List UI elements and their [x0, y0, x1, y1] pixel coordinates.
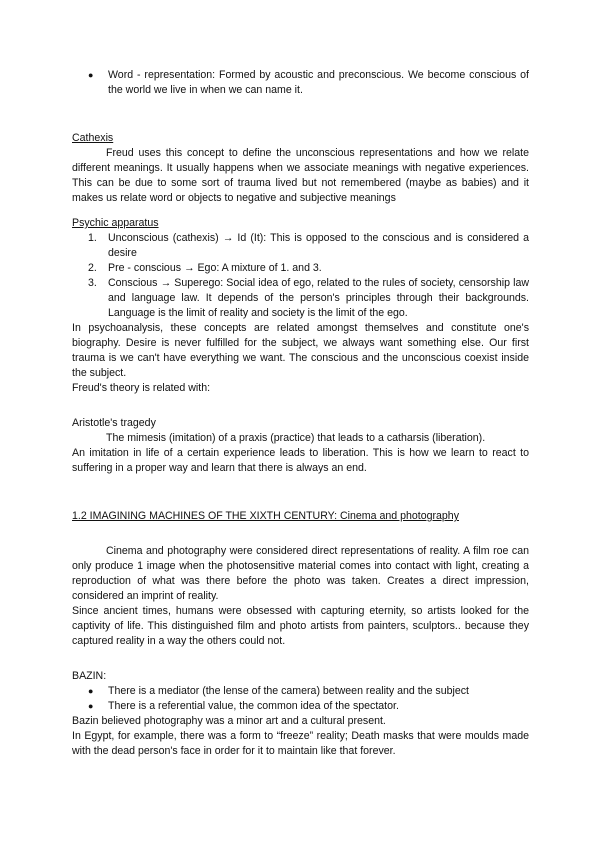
list-item — [72, 699, 529, 714]
aristotle-heading: Aristotle's tragedy — [72, 417, 156, 429]
psychoanalysis-paragraph: In psychoanalysis, these concepts are related amongst themselves and constitute one's biography. Desire is never fulfilled for the subject, we always want something else. Our first trauma is we can't have everything we want. The conscious and the unconscious coexist inside the subject. — [72, 322, 529, 379]
bullet-text: There is a referential value, the common idea of the spectator. — [108, 700, 399, 712]
list-number: 1. — [88, 232, 97, 244]
list-number: 3. — [88, 277, 97, 289]
psychic-apparatus-heading: Psychic apparatus — [72, 217, 159, 229]
egypt-paragraph: In Egypt, for example, there was a form to “freeze” reality; Death masks that were moulds made with the dead person's face in order for it to maintain like that forever. — [72, 730, 529, 757]
cathexis-heading: Cathexis — [72, 132, 114, 144]
document-page — [72, 68, 529, 759]
bullet-text: Word - representation: Formed by acoustic and preconscious. We become conscious of the world we live in when we can name it. — [108, 69, 529, 96]
cinema-paragraph: Cinema and photography were considered direct representations of reality. A film roe can only produce 1 image when the photosensitive material comes into contact with light, creating a reproduction of what was there before the photo was taken. Creates a direct impression, considered an imprint of reality. — [72, 545, 529, 602]
list-item-text: Conscious → Superego: Social idea of ego, related to the rules of society, censorship law and language law. It depends of the person's principles through their backgrounds. Language is the limit of reality and society is the limit of the ego. — [108, 277, 529, 319]
aristotle-definition: The mimesis (imitation) of a praxis (practice) that leads to a catharsis (liberation). — [106, 432, 486, 444]
list-item — [72, 276, 529, 321]
list-item — [72, 261, 529, 276]
eternity-paragraph: Since ancient times, humans were obsessed with capturing eternity, so artists looked for the captivity of life. This distinguished film and photo artists from painters, sculptors.. because they captured reality in a way the others could not. — [72, 605, 529, 647]
bazin-paragraph: Bazin believed photography was a minor art and a cultural present. — [72, 715, 386, 727]
list-item — [72, 68, 529, 98]
bullet-icon: ● — [88, 686, 94, 696]
list-item — [72, 231, 529, 261]
list-item-text: Unconscious (cathexis) → Id (It): This is opposed to the conscious and is considered a desire — [108, 232, 529, 259]
bullet-text: There is a mediator (the lense of the camera) between reality and the subject — [108, 685, 469, 697]
intro-bullet-list — [72, 68, 529, 98]
psychic-apparatus-list — [72, 231, 529, 321]
list-number: 2. — [88, 262, 97, 274]
bullet-icon: ● — [88, 701, 94, 711]
list-item — [72, 684, 529, 699]
list-item-text: Pre - conscious → Ego: A mixture of 1. and 3. — [108, 262, 322, 274]
aristotle-paragraph: An imitation in life of a certain experience leads to liberation. This is how we learn to react to suffering in a proper way and learn that there is always an end. — [72, 447, 529, 474]
bazin-bullet-list — [72, 684, 529, 714]
section-heading: 1.2 IMAGINING MACHINES OF THE XIXTH CENTURY: Cinema and photography — [72, 510, 459, 522]
bullet-icon: ● — [88, 70, 94, 80]
bazin-label: BAZIN: — [72, 670, 107, 682]
cathexis-paragraph: Freud uses this concept to define the unconscious representations and how we relate different meanings. It usually happens when we associate meanings with negative experiences. This can be due to some sort of trauma lived but not remembered (maybe as babies) and it makes us relate word or objects to negative and subjective meanings — [72, 147, 529, 204]
freud-theory-line: Freud's theory is related with: — [72, 382, 211, 394]
